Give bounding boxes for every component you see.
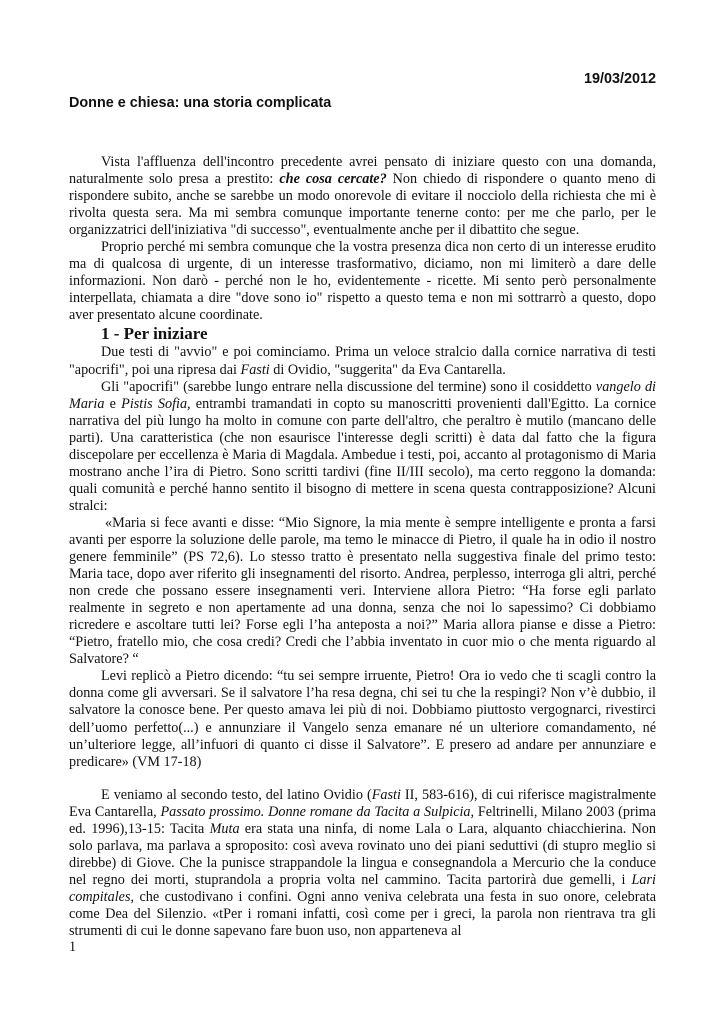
- paragraph-quote-levi: Levi replicò a Pietro dicendo: “tu sei sempre irruente, Pietro! Ora io vedo che ti scagli contro la donna come gli avversari. Se il salvatore l’ha resa degna, chi sei tu che la respingi? Non v’è dubbio, il salvatore la conosce bene. Per questo amava lei più di noi. Dobbiamo piuttosto vergognarci, rivestirci dell’uomo perfetto(...) e annunziare il Vangelo senza emanare né un ulteriore comandamento, né un’ulteriore legge, all’infuori di quanto ci disse il Salvatore”. E presero ad andare per annunziare e predicare» (VM 17-18): [69, 668, 656, 770]
- emphasis-title: vangelo di Maria: [69, 378, 656, 412]
- emphasis-title: Muta: [209, 820, 240, 837]
- document-title: Donne e chiesa: una storia complicata: [69, 95, 332, 111]
- paragraph-text: Feltrinelli, Milano 2003 (prima ed. 1996),13-15: Tacita: [69, 803, 656, 837]
- paragraph-text: E veniamo al secondo testo, del latino Ovidio (: [101, 786, 372, 803]
- paragraph-quote-maria: «Maria si fece avanti e disse: “Mio Signore, la mia mente è sempre intelligente e pronta a farsi avanti per esporre la soluzione delle parole, ma temo le minacce di Pietro, il quale ha in odio il nostro genere femminile” (PS 72,6). Lo stesso tratto è presentato nella suggestiva finale del primo testo: Maria tace, dopo aver riferito gli insegnamenti del risorto. Andrea, perplesso, interroga gli altri, perché non crede che possano essere insegnamenti veri. Interviene allora Pietro: “Ha forse egli parlato realmente in segreto e non apertamente ad una donna, senza che noi lo sapessimo? Ci dobbiamo ricredere e ascoltare tutti lei? Forse egli l’ha anteposta a noi?” Maria allora pianse e disse a Pietro: “Pietro, fratello mio, che cosa credi? Credi che l’abbia inventato in cuor mio o che menta riguardo al Salvatore? “: [69, 514, 656, 668]
- emphasis-title: Pistis Sofia,: [121, 395, 191, 412]
- page-number: 1: [69, 939, 77, 955]
- paragraph-text: era stata una ninfa, di nome Lala o Lara, alquanto chiacchierina. Non solo parlava, ma parlava a sproposito: così aveva rovinato uno dei piani seduttivi (di stupro meglio si direbbe) di Giove. Che la punisce strappandole la lingua e consegnandola a Mercurio che la conduce nel regno dei morti, stuprandola a propria volta nel cammino. Tacita partorirà due gemelli, i: [69, 820, 656, 888]
- paragraph-text: Vista l'affluenza dell'incontro precedente avrei pensato di iniziare questo con una domanda, naturalmente solo presa a prestito:: [69, 154, 656, 188]
- paragraph-text: II, 583-616), di cui riferisce magistralmente Eva Cantarella,: [69, 786, 656, 820]
- paragraph-gap: [69, 771, 656, 787]
- emphasis-title: Passato prossimo. Donne romane da Tacita a Sulpicia,: [160, 803, 475, 820]
- document-body: [69, 154, 656, 940]
- paragraph-text: di Ovidio, "suggerita" da Eva Cantarella.: [269, 361, 506, 378]
- paragraph-apocrypha: [69, 379, 656, 515]
- paragraph-text: Non chiedo di rispondere o quanto meno di rispondere subito, anche se sarebbe un modo onorevole di evitare il nocciolo della richiesta che mi è rivolta questa sera. Ma mi sembra comunque importante tenerne conto: per me che parlo, per le organizzatrici dell'iniziativa "di successo", eventualmente anche per il dibattito che segue.: [69, 171, 657, 239]
- paragraph-intro: [69, 154, 656, 239]
- paragraph-text: Due testi di "avvio" e poi cominciamo. Prima un veloce stralcio dalla cornice narrativa di testi "apocrifi", poi una ripresa dai: [69, 344, 656, 378]
- paragraph-ovidio: [69, 787, 656, 940]
- emphasis-question: che cosa cercate?: [279, 171, 387, 188]
- paragraph-text: e: [104, 395, 122, 412]
- emphasis-title: Lari compitales: [69, 871, 656, 905]
- paragraph-text: entrambi tramandati in copto su manoscritti provenienti dall'Egitto. La cornice narrativa del più lungo ha molto in comune con parte dell'altro, che peraltro è mutilo (mancano delle parti). Una caratteristica (che non esaurisce l'interesse degli scritti) è data dal fatto che la figura discepolare per eccellenza è Maria di Magdala. Ambedue i testi, poi, accanto al protagonismo di Maria mostrano anche l’ira di Pietro. Sono scritti tardivi (fine II/III secolo), ma certo reggono la domanda: quali comunità e perché hanno sentito il bisogno di mettere in scena questa contrapposizione? Alcuni stralci:: [69, 395, 656, 514]
- paragraph-purpose: Proprio perché mi sembra comunque che la vostra presenza dica non certo di un interesse erudito ma di qualcosa di urgente, di un interesse trasformativo, diciamo, non mi limiterò a dare delle informazioni. Non darò - perché non le ho, evidentemente - ricette. Mi sento però personalmente interpellata, chiamata a dire "dove sono io" rispetto a questo tema e non mi sottrarrò a questo, dopo aver presentato alcune coordinate.: [69, 239, 656, 324]
- section-heading: 1 - Per iniziare: [101, 324, 208, 344]
- paragraph-text: Gli "apocrifi" (sarebbe lungo entrare nella discussione del termine) sono il cosiddetto: [101, 378, 596, 395]
- paragraph-texts-intro: [69, 344, 656, 378]
- emphasis-title: Fasti: [240, 361, 270, 378]
- document-date: 19/03/2012: [583, 71, 656, 87]
- paragraph-text: , che custodivano i confini. Ogni anno veniva celebrata una festa in suo onore, celebrata come Dea del Silenzio. «tPer i romani infatti, così come per i greci, la parola non rientrava tra gli strumenti di cui le donne sapevano fare buon uso, non apparteneva al: [69, 888, 656, 940]
- emphasis-title: Fasti: [371, 786, 401, 803]
